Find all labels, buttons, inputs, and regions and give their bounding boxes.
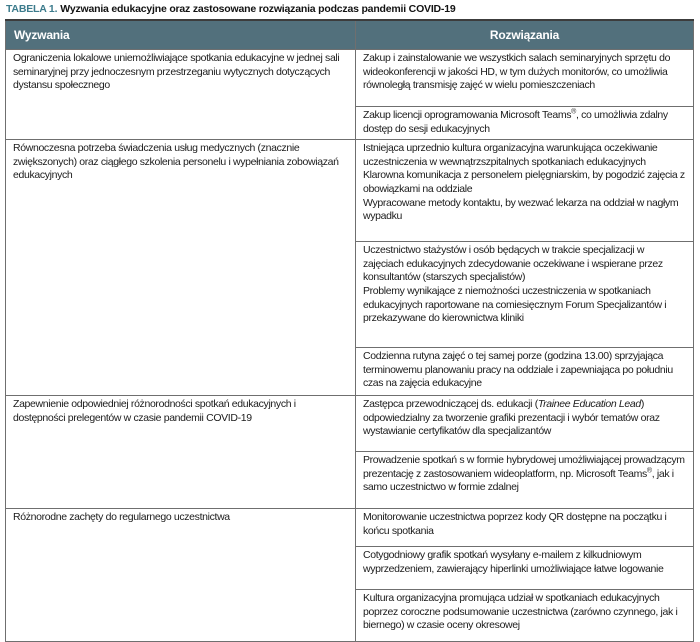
challenge-cell	[6, 396, 356, 509]
table-row	[6, 509, 694, 547]
solution-cell	[356, 396, 694, 452]
table-title-text: Wyzwania edukacyjne oraz zastosowane rozwiązania podczas pandemii COVID-19	[60, 3, 456, 15]
challenges-solutions-table	[5, 19, 694, 642]
table-row	[6, 396, 694, 452]
table-row	[6, 50, 694, 107]
header-challenges: Wyzwania	[6, 20, 356, 50]
solution-statement: Codzienna rutyna zajęć o tej samej porze (godzina 13.00) sprzyjająca terminowemu planowaniu pracy na oddziale i zapewniająca po południu czas na zajęcia edukacyjne	[363, 350, 673, 390]
challenge-text: Ograniczenia lokalowe uniemożliwiające spotkania edukacyjne w jednej sali seminaryjnej przy jednoczesnym przestrzeganiu wytycznych dotyczących dystansu społecznego	[13, 52, 340, 92]
solution-cell	[356, 107, 694, 140]
solution-statement: Klarowna komunikacja z personelem pielęgniarskim, by pogodzić zajęcia z obowiązkami na oddziale	[363, 169, 685, 195]
solution-statement: Uczestnictwo stażystów i osób będących w trakcie specjalizacji w zajęciach edukacyjnych zdecydowanie oczekiwane i wspierane przez konsultantów (starszych specjalistów)	[363, 244, 663, 284]
challenge-cell	[6, 509, 356, 642]
solution-statement: Zastępca przewodniczącej ds. edukacji (Trainee Education Lead) odpowiedzialny za tworzenie grafiki prezentacji i wybór tematów oraz wystawianie certyfikatów dla specjalizantów	[363, 398, 660, 438]
solution-statement: Prowadzenie spotkań s w formie hybrydowej umożliwiającej prowadzącym prezentację z zastosowaniem wideoplatform, np. Microsoft Teams®, jak i samo uczestnictwo w formie zdalnej	[363, 454, 685, 494]
solution-cell	[356, 509, 694, 547]
solution-statement: Kultura organizacyjna promująca udział w spotkaniach edukacyjnych poprzez coroczne podsumowanie uczestnictwa (zarówno czynnego, jak i biernego) w czasie oceny okresowej	[363, 592, 678, 632]
solution-statement: Zakup i zainstalowanie we wszystkich salach seminaryjnych sprzętu do wideokonferencji w jakości HD, w tym dużych monitorów, co umożliwia równoległą transmisję zajęć w wielu pomieszczeniach	[363, 52, 671, 92]
solution-cell	[356, 50, 694, 107]
challenge-cell	[6, 140, 356, 396]
header-row	[6, 20, 694, 50]
solution-statement: Istniejąca uprzednio kultura organizacyjna warunkująca oczekiwanie uczestniczenia w wewnątrzszpitalnych spotkaniach edukacyjnych	[363, 142, 658, 168]
solution-cell	[356, 590, 694, 642]
challenge-cell	[6, 50, 356, 140]
solution-statement: Monitorowanie uczestnictwa poprzez kody QR dostępne na początku i końcu spotkania	[363, 511, 667, 537]
table-row	[6, 140, 694, 242]
table-body	[6, 50, 694, 642]
solution-cell	[356, 140, 694, 242]
challenge-text: Równoczesna potrzeba świadczenia usług medycznych (znacznie zwiększonych) oraz ciągłego szkolenia personelu i wypełniania zobowiązań edukacyjnych	[13, 142, 339, 182]
solution-statement: Zakup licencji oprogramowania Microsoft Teams®, co umożliwia zdalny dostęp do sesji edukacyjnych	[363, 108, 668, 135]
header-solutions: Rozwiązania	[356, 20, 694, 50]
registered-trademark-symbol: ®	[646, 467, 652, 475]
table-title-label: TABELA 1.	[6, 3, 58, 15]
solution-statement: Problemy wynikające z niemożności uczestniczenia w spotkaniach edukacyjnych raportowane na comiesięcznym Forum Specjalizantów i przekazywane do kierownictwa kliniki	[363, 284, 667, 325]
solution-cell	[356, 242, 694, 348]
registered-trademark-symbol: ®	[571, 108, 576, 116]
solution-cell	[356, 547, 694, 590]
solution-statement: Cotygodniowy grafik spotkań wysyłany e-mailem z kilkudniowym wyprzedzeniem, zawierający hiperlinki umożliwiające łatwe logowanie	[363, 549, 664, 575]
challenge-text: Zapewnienie odpowiedniej różnorodności spotkań edukacyjnych i dostępności prelegentów w czasie pandemii COVID-19	[13, 398, 296, 424]
solution-statement: Wypracowane metody kontaktu, by wezwać lekarza na oddział w nagłym wypadku	[363, 196, 679, 223]
solution-cell	[356, 452, 694, 509]
challenge-text: Różnorodne zachęty do regularnego uczestnictwa	[13, 511, 230, 524]
solution-cell	[356, 348, 694, 396]
table-header	[6, 20, 694, 50]
italic-text: Trainee Education Lead	[537, 398, 641, 411]
table-title	[6, 3, 695, 15]
